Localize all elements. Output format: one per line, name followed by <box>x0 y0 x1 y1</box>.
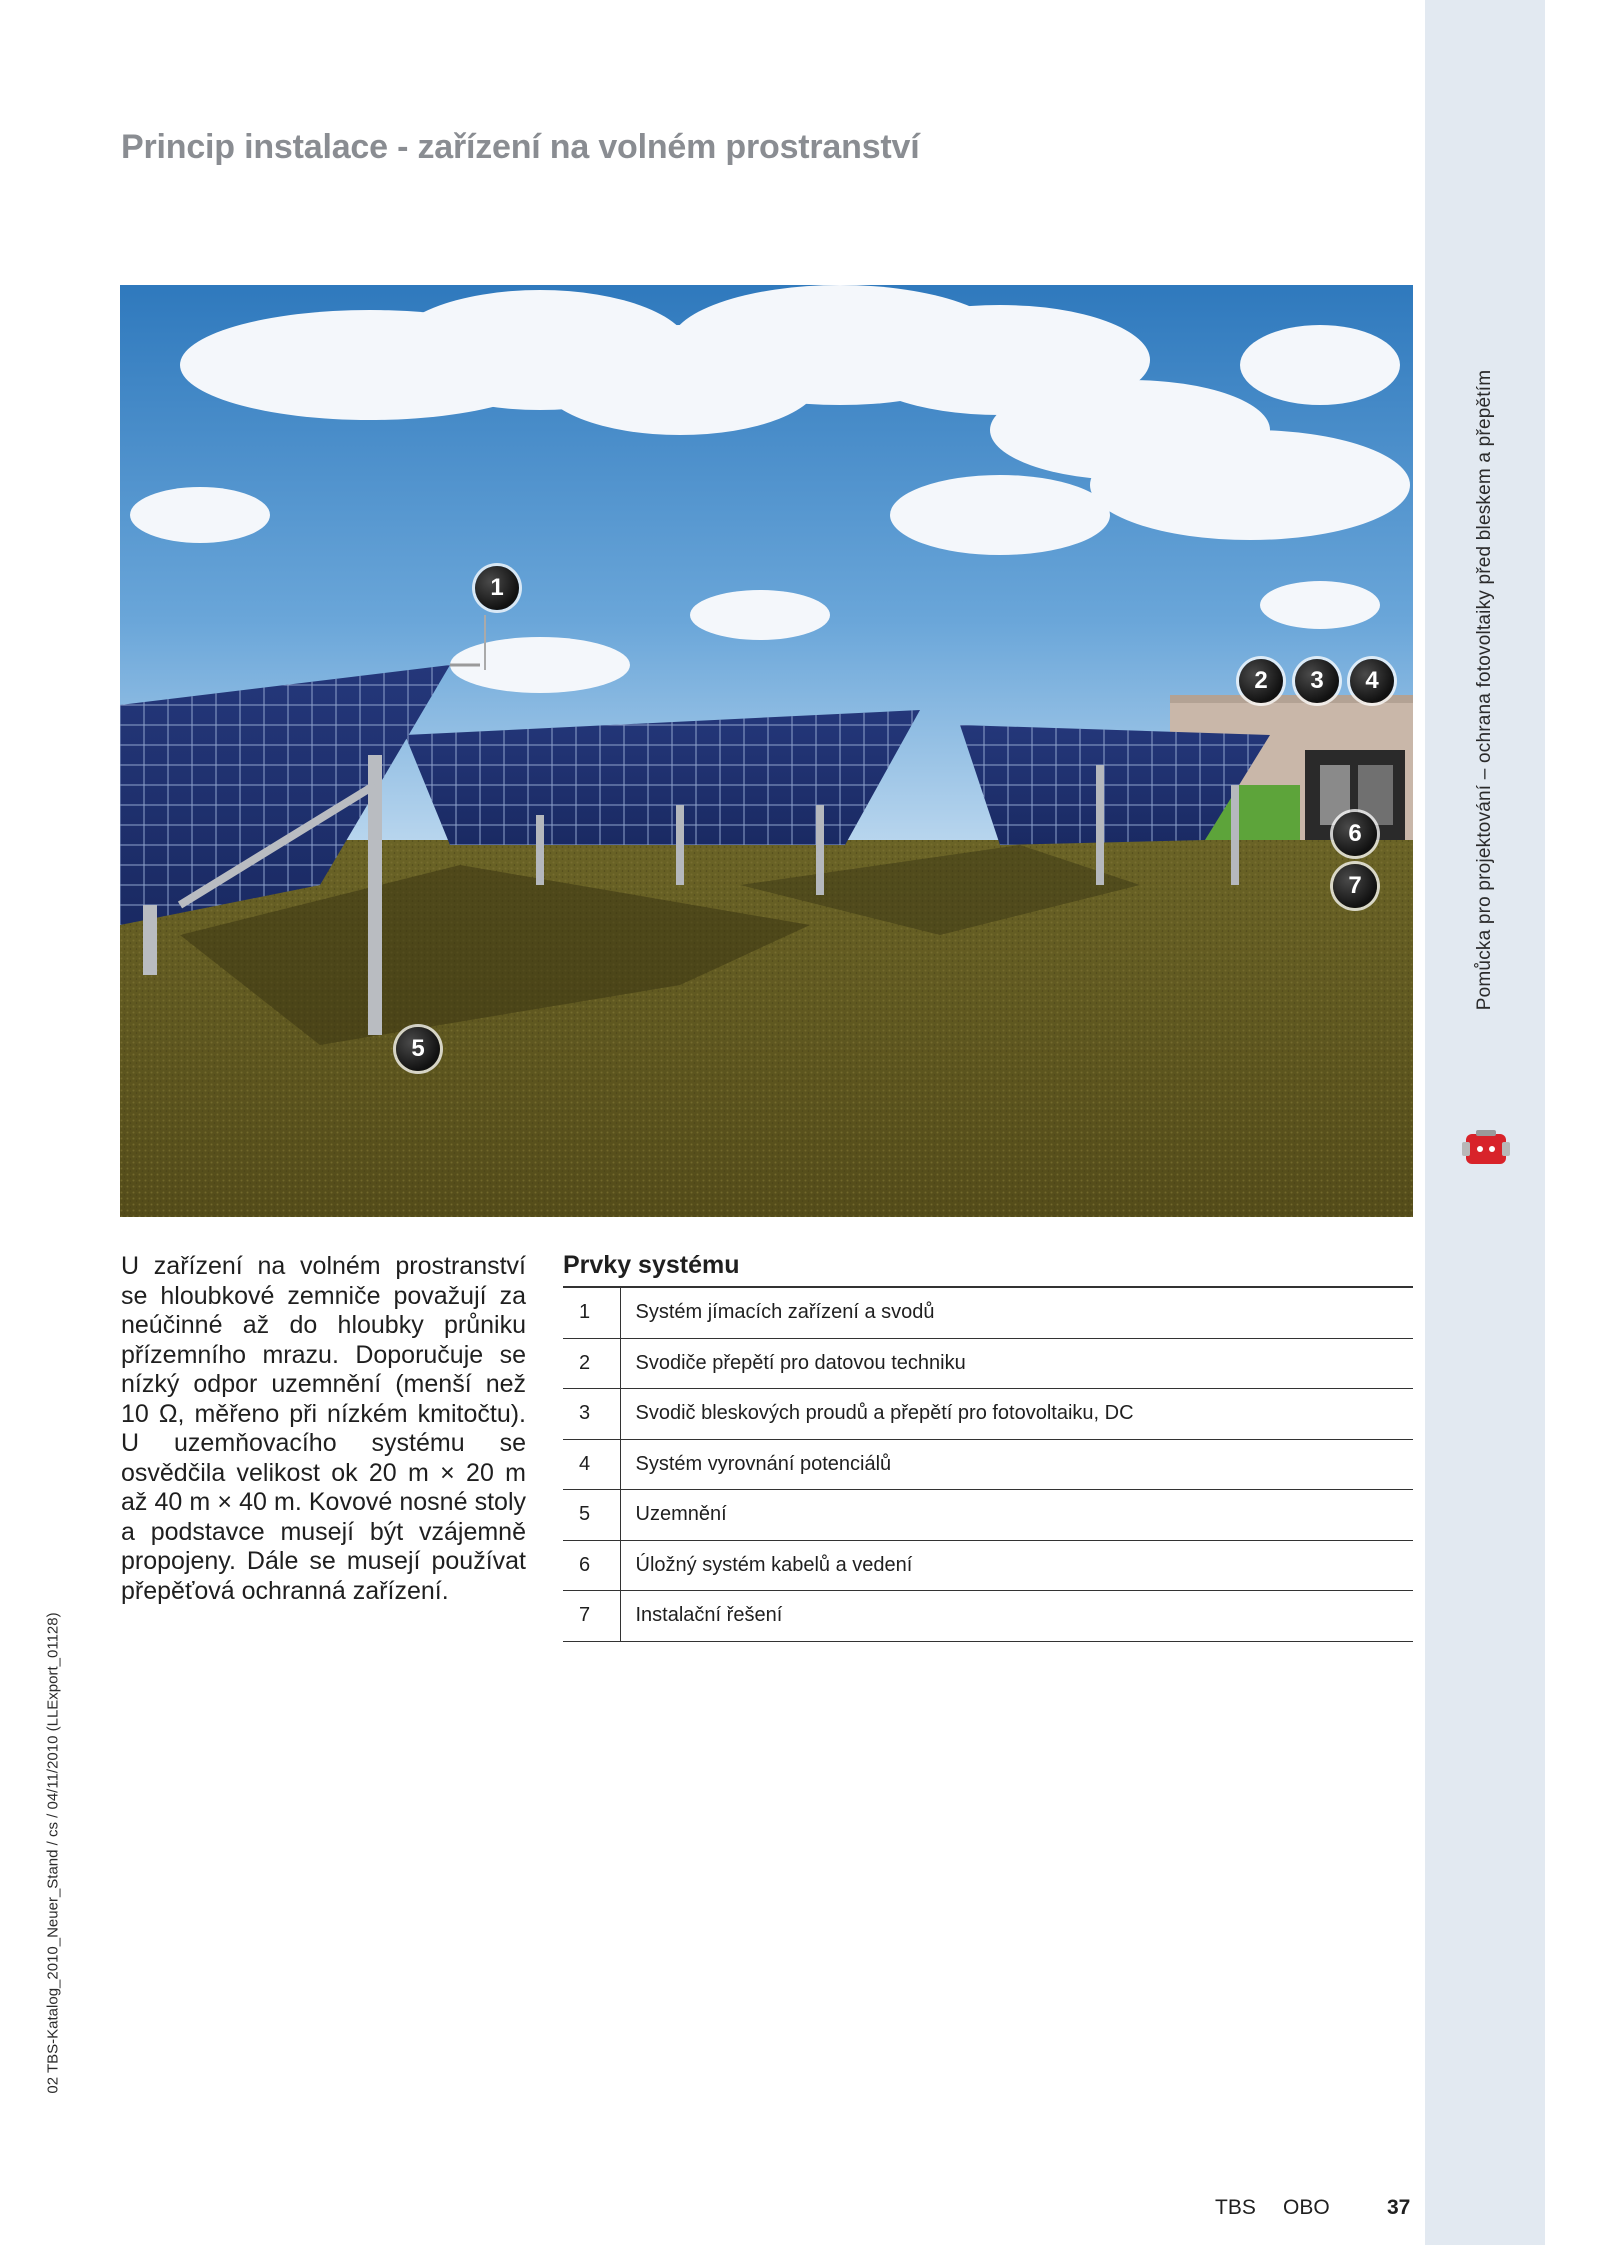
system-elements-table <box>563 1286 1413 1642</box>
table-row <box>563 1389 1413 1440</box>
brand-tbs: TBS <box>1215 2196 1256 2219</box>
callout-marker-5: 5 <box>396 1027 440 1071</box>
page-title: Princip instalace - zařízení na volném prostranství <box>121 128 920 166</box>
row-number: 7 <box>563 1591 620 1642</box>
table-row <box>563 1540 1413 1591</box>
callout-marker-6: 6 <box>1333 812 1377 856</box>
row-label: Systém jímacích zařízení a svodů <box>620 1287 1413 1338</box>
row-label: Svodiče přepětí pro datovou techniku <box>620 1338 1413 1389</box>
body-paragraph: U zařízení na volném prostranství se hloubkové zemniče považují za neúčinné až do hloubky průniku přízemního mrazu. Doporučuje se nízký odpor uzemnění (menší než 10 Ω, měřeno při nízkém kmitočtu). U uzemňovacího systému se osvědčila velikost ok 20 m × 20 m až 40 m × 40 m. Kovové nosné stoly a podstavce musejí být vzájemně propojeny. Dále se musejí používat přepěťová ochranná zařízení. <box>121 1252 526 1605</box>
callout-marker-1: 1 <box>475 566 519 610</box>
row-number: 5 <box>563 1490 620 1541</box>
page-number: 37 <box>1387 2196 1411 2219</box>
table-row <box>563 1439 1413 1490</box>
row-number: 6 <box>563 1540 620 1591</box>
obo-mini-product-icon <box>1458 1124 1514 1172</box>
row-number: 3 <box>563 1389 620 1440</box>
callout-marker-7: 7 <box>1333 864 1377 908</box>
table-row <box>563 1490 1413 1541</box>
sidebar <box>1425 0 1545 2245</box>
table-row <box>563 1591 1413 1642</box>
row-number: 4 <box>563 1439 620 1490</box>
row-label: Systém vyrovnání potenciálů <box>620 1439 1413 1490</box>
system-elements-heading: Prvky systému <box>563 1251 740 1279</box>
solar-field-illustration <box>120 285 1413 1217</box>
row-label: Instalační řešení <box>620 1591 1413 1642</box>
table-row <box>563 1287 1413 1338</box>
row-number: 1 <box>563 1287 620 1338</box>
row-label: Uzemnění <box>620 1490 1413 1541</box>
callout-marker-3: 3 <box>1295 659 1339 703</box>
row-label: Svodič bleskových proudů a přepětí pro fotovoltaiku, DC <box>620 1389 1413 1440</box>
sidebar-title: Pomůcka pro projektování – ochrana fotovoltaiky před bleskem a přepětím <box>1474 369 1495 1011</box>
row-number: 2 <box>563 1338 620 1389</box>
table-row <box>563 1338 1413 1389</box>
catalog-reference: 02 TBS-Katalog_2010_Neuer_Stand / cs / 04/11/2010 (LLExport_01128) <box>44 1612 62 2094</box>
callout-marker-2: 2 <box>1239 659 1283 703</box>
callout-marker-4: 4 <box>1350 659 1394 703</box>
brand-obo: OBO <box>1283 2196 1330 2219</box>
row-label: Úložný systém kabelů a vedení <box>620 1540 1413 1591</box>
